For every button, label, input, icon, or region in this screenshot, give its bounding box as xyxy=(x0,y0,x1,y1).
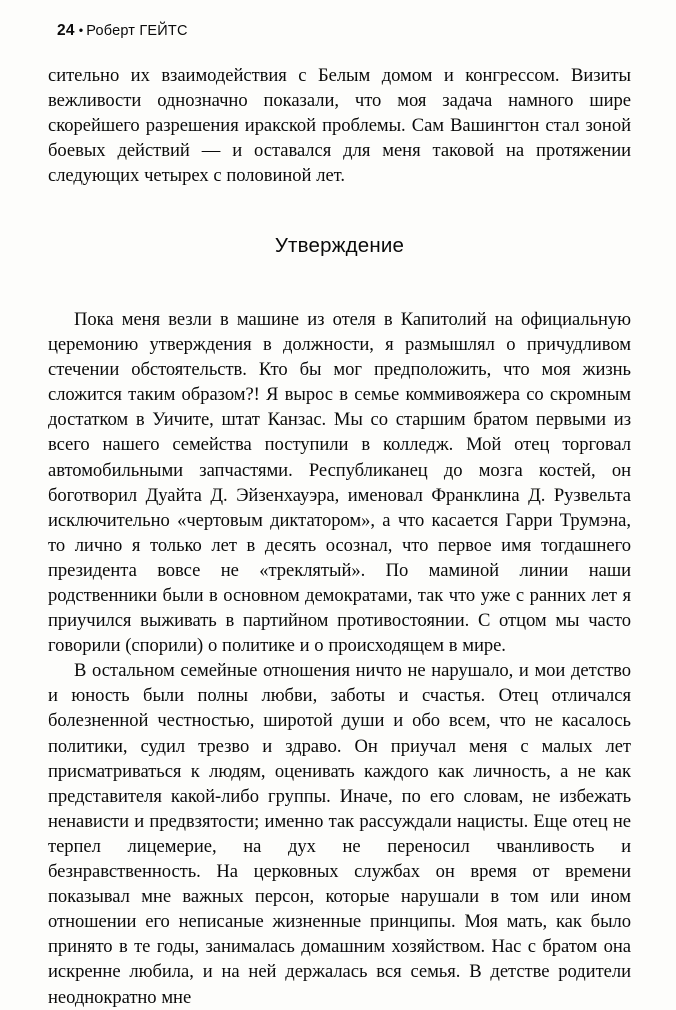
spacer-above-heading xyxy=(48,188,631,236)
page-number: 24 xyxy=(57,22,75,39)
paragraph-3: В остальном семейные отношения ничто не нарушало, и мои детство и юность были полны любви, заботы и счастья. Отец отличался болезненной честностью, широтой души и обо всем, что не касалось политики, судил трезво и здраво. Он приучал меня с малых лет присматриваться к людям, оценивать каждого как личность, а не как представителя какой-либо группы. Иначе, по его словам, не избежать ненависти и предвзятости; именно так рассуждали нацисты. Еще отец не терпел лицемерие, на дух не переносил чванливость и безнравственность. На церковных службах он время от времени показывал мне важных персон, которые нарушали в том или ином отношении его неписаные жизненные принципы. Моя мать, как было принято в те годы, занималась домашним хозяйством. Нас с братом она искренне любила, и на ней держалась вся семья. В детстве родители неоднократно мне xyxy=(48,660,631,1008)
spacer-below-heading xyxy=(48,257,631,307)
running-head-separator: • xyxy=(78,23,84,37)
author-name: Роберт ГЕЙТС xyxy=(86,23,188,39)
paragraph-continuation: сительно их взаимодействия с Белым домом и конгрессом. Визиты вежливости однозначно показали, что моя задача намного шире скорейшего разрешения иракской проблемы. Сам Вашингтон стал зоной боевых действий — и оставался для меня таковой на протяжении следующих четырех с половиной лет. xyxy=(48,65,631,187)
running-head xyxy=(57,22,619,40)
section-heading: Утверждение xyxy=(274,234,405,258)
text-block xyxy=(48,63,631,1010)
paragraph-2: Пока меня везли в машине из отеля в Капитолий на официальную церемонию утверждения в должности, я размышлял о причудливом стечении обстоятельств. Кто бы мог предположить, что моя жизнь сложится таким образом?! Я вырос в семье коммивояжера со скромным достатком в Уичите, штат Канзас. Мы со старшим братом первыми из всего нашего семейства поступили в колледж. Мой отец торговал автомобильными запчастями. Республиканец до мозга костей, он боготворил Дуайта Д. Эйзенхауэра, именовал Франклина Д. Рузвельта исключительно «чертовым диктатором», а что касается Гарри Трумэна, то лично я только лет в десять осознал, что первое имя тогдашнего президента вовсе не «треклятый». По маминой линии наши родственники были в основном демократами, так что уже с ранних лет я приучился выживать в партийном противостоянии. С отцом мы часто говорили (спорили) о политике и о происходящем в мире. xyxy=(48,308,631,657)
